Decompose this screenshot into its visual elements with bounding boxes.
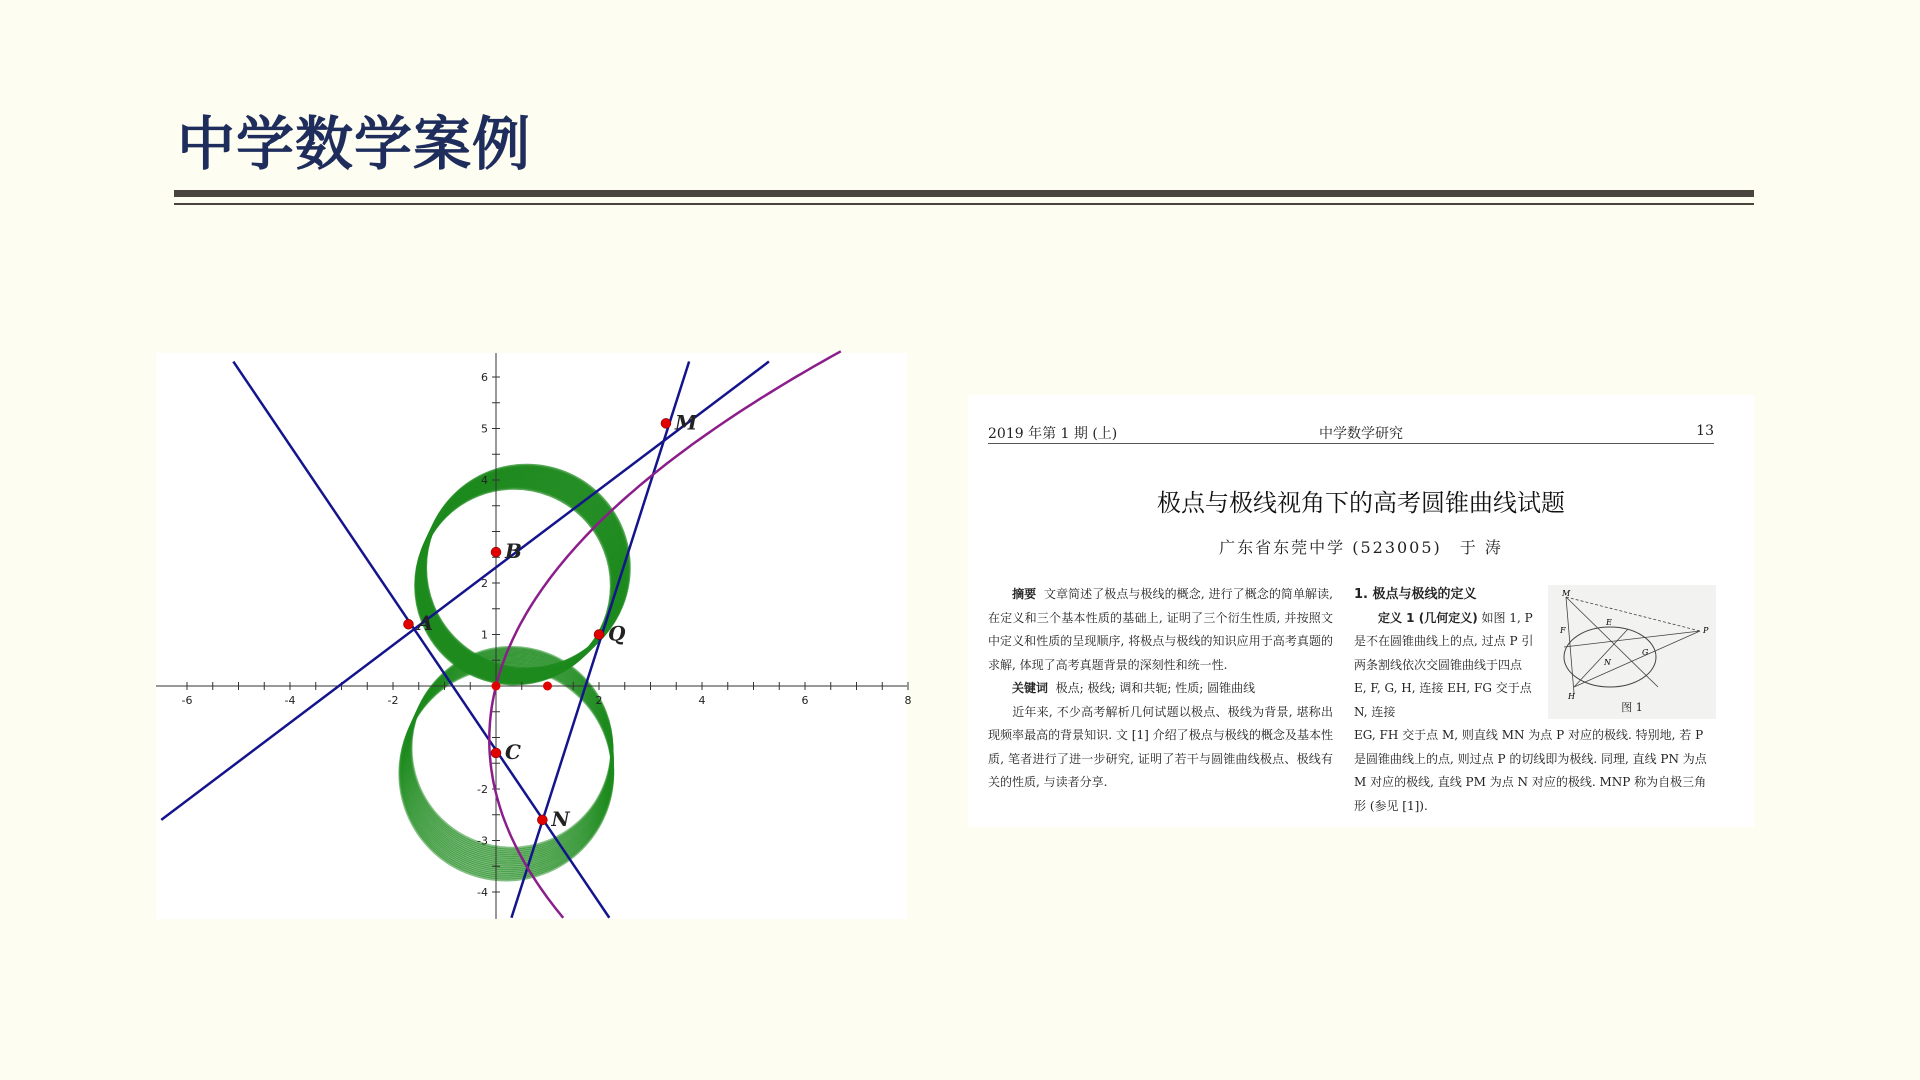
y-tick-label: 5 [481, 422, 488, 436]
definition-narrow-paragraph [1354, 607, 1537, 725]
y-tick-label: -2 [477, 783, 488, 796]
abstract-text: 文章简述了极点与极线的概念, 进行了概念的简单解读, 在定义和三个基本性质的基础上, 证明了三个衍生性质, 并按照文中定义和性质的呈现顺序, 将极点与极线的知识应用于高考真题的求解, 体现了高考真题背景的深刻性和统一性. [988, 587, 1333, 672]
point-m [661, 418, 671, 428]
y-tick-label: 6 [481, 371, 488, 384]
figure-label: M [1562, 589, 1571, 598]
point-label-n: N [551, 806, 570, 831]
geometry-graph-image [156, 353, 912, 919]
line-nm [511, 362, 689, 918]
paper-affiliation: 广东省东莞中学 (523005) 于 涛 [1219, 538, 1503, 557]
figure-label: P [1703, 626, 1709, 635]
y-tick-label: -3 [477, 834, 488, 848]
definition-text-wide: EG, FH 交于点 M, 则直线 MN 为点 P 对应的极线. 特别地, 若 P 是圆锥曲线上的点, 则过点 P 的切线即为极线. 同理, 直线 PN 为点 M 对应的极线, 直线 PM 为点 N 对应的极线. MNP 称为自极三角形 (参见 [1]). [1354, 728, 1707, 813]
point-b [491, 547, 501, 557]
section-title: 1. 极点与极线的定义 [1354, 587, 1477, 602]
point-q [594, 630, 604, 640]
figure-secant-2 [1574, 631, 1700, 687]
slide-title: 中学数学案例 [177, 110, 532, 178]
point-label-m: M [674, 410, 698, 435]
definition-text-narrow: 如图 1, P 是不在圆锥曲线上的点, 过点 P 引两条割线依次交圆锥曲线于四点 E, F, G, H, 连接 EH, FG 交于点 N, 连接 [1354, 610, 1534, 719]
figure-line-he [1574, 629, 1628, 687]
figure-line-mp [1566, 597, 1700, 631]
y-tick-label: 4 [481, 474, 488, 487]
paper-header-issue: 2019 年第 1 期 (上) [988, 426, 1118, 442]
x-tick-label: 6 [801, 694, 809, 707]
definition-label: 定义 1 (几何定义) [1378, 610, 1478, 625]
figure-label: H [1568, 692, 1575, 701]
figure-label: F [1560, 626, 1566, 635]
y-tick-label: 1 [481, 628, 488, 642]
definition-block [1354, 583, 1537, 724]
x-tick-label: -6 [181, 694, 193, 707]
point-label-a: A [417, 611, 433, 636]
keywords-text: 极点; 极线; 调和共轭; 性质; 圆锥曲线 [1055, 681, 1256, 695]
point-a [403, 619, 413, 629]
paper-left-column [988, 583, 1333, 795]
x-tick-label: -2 [387, 694, 399, 707]
x-tick-label: 2 [595, 694, 603, 707]
paper-figure [1548, 585, 1716, 719]
paper-header-journal: 中学数学研究 [1319, 426, 1403, 442]
intro-paragraph [988, 701, 1333, 795]
y-tick-label: 2 [481, 577, 488, 590]
figure-label: G [1642, 648, 1649, 657]
keywords-label: 关键词 [1012, 681, 1049, 695]
point-c [491, 748, 501, 758]
figure-line-diag [1566, 597, 1658, 687]
paper-excerpt-image [968, 395, 1754, 827]
focus-point [543, 682, 552, 691]
origin-point [492, 682, 501, 691]
x-tick-label: -4 [284, 694, 296, 707]
point-label-q: Q [608, 621, 626, 646]
abstract-paragraph [988, 583, 1333, 677]
figure-label: E [1606, 618, 1612, 627]
abstract-label: 摘要 [1012, 587, 1037, 601]
point-label-c: C [505, 739, 521, 764]
paper-header-page: 13 [1696, 423, 1714, 439]
keywords-paragraph [988, 677, 1333, 701]
paper-title: 极点与极线视角下的高考圆锥曲线试题 [1157, 489, 1565, 517]
point-n [537, 815, 547, 825]
figure-caption: 图 1 [1621, 701, 1643, 714]
x-tick-label: 8 [904, 694, 912, 707]
point-label-b: B [505, 539, 522, 564]
intro-text: 近年来, 不少高考解析几何试题以极点、极线为背景, 堪称出现频率最高的背景知识. 文 [1] 介绍了极点与极线的概念及基本性质, 笔者进行了进一步研究, 证明了若干与圆锥曲线极点、极线有关的性质, 与读者分享. [988, 704, 1333, 789]
figure-secant-1 [1564, 631, 1700, 647]
geometry-graph [156, 353, 912, 919]
figure-label: N [1604, 658, 1611, 667]
title-rule-thick [174, 190, 1754, 197]
y-tick-label: -4 [477, 886, 488, 899]
x-tick-label: 4 [698, 694, 706, 707]
paper-header-rule [988, 443, 1714, 444]
title-rule-thin [174, 203, 1754, 205]
